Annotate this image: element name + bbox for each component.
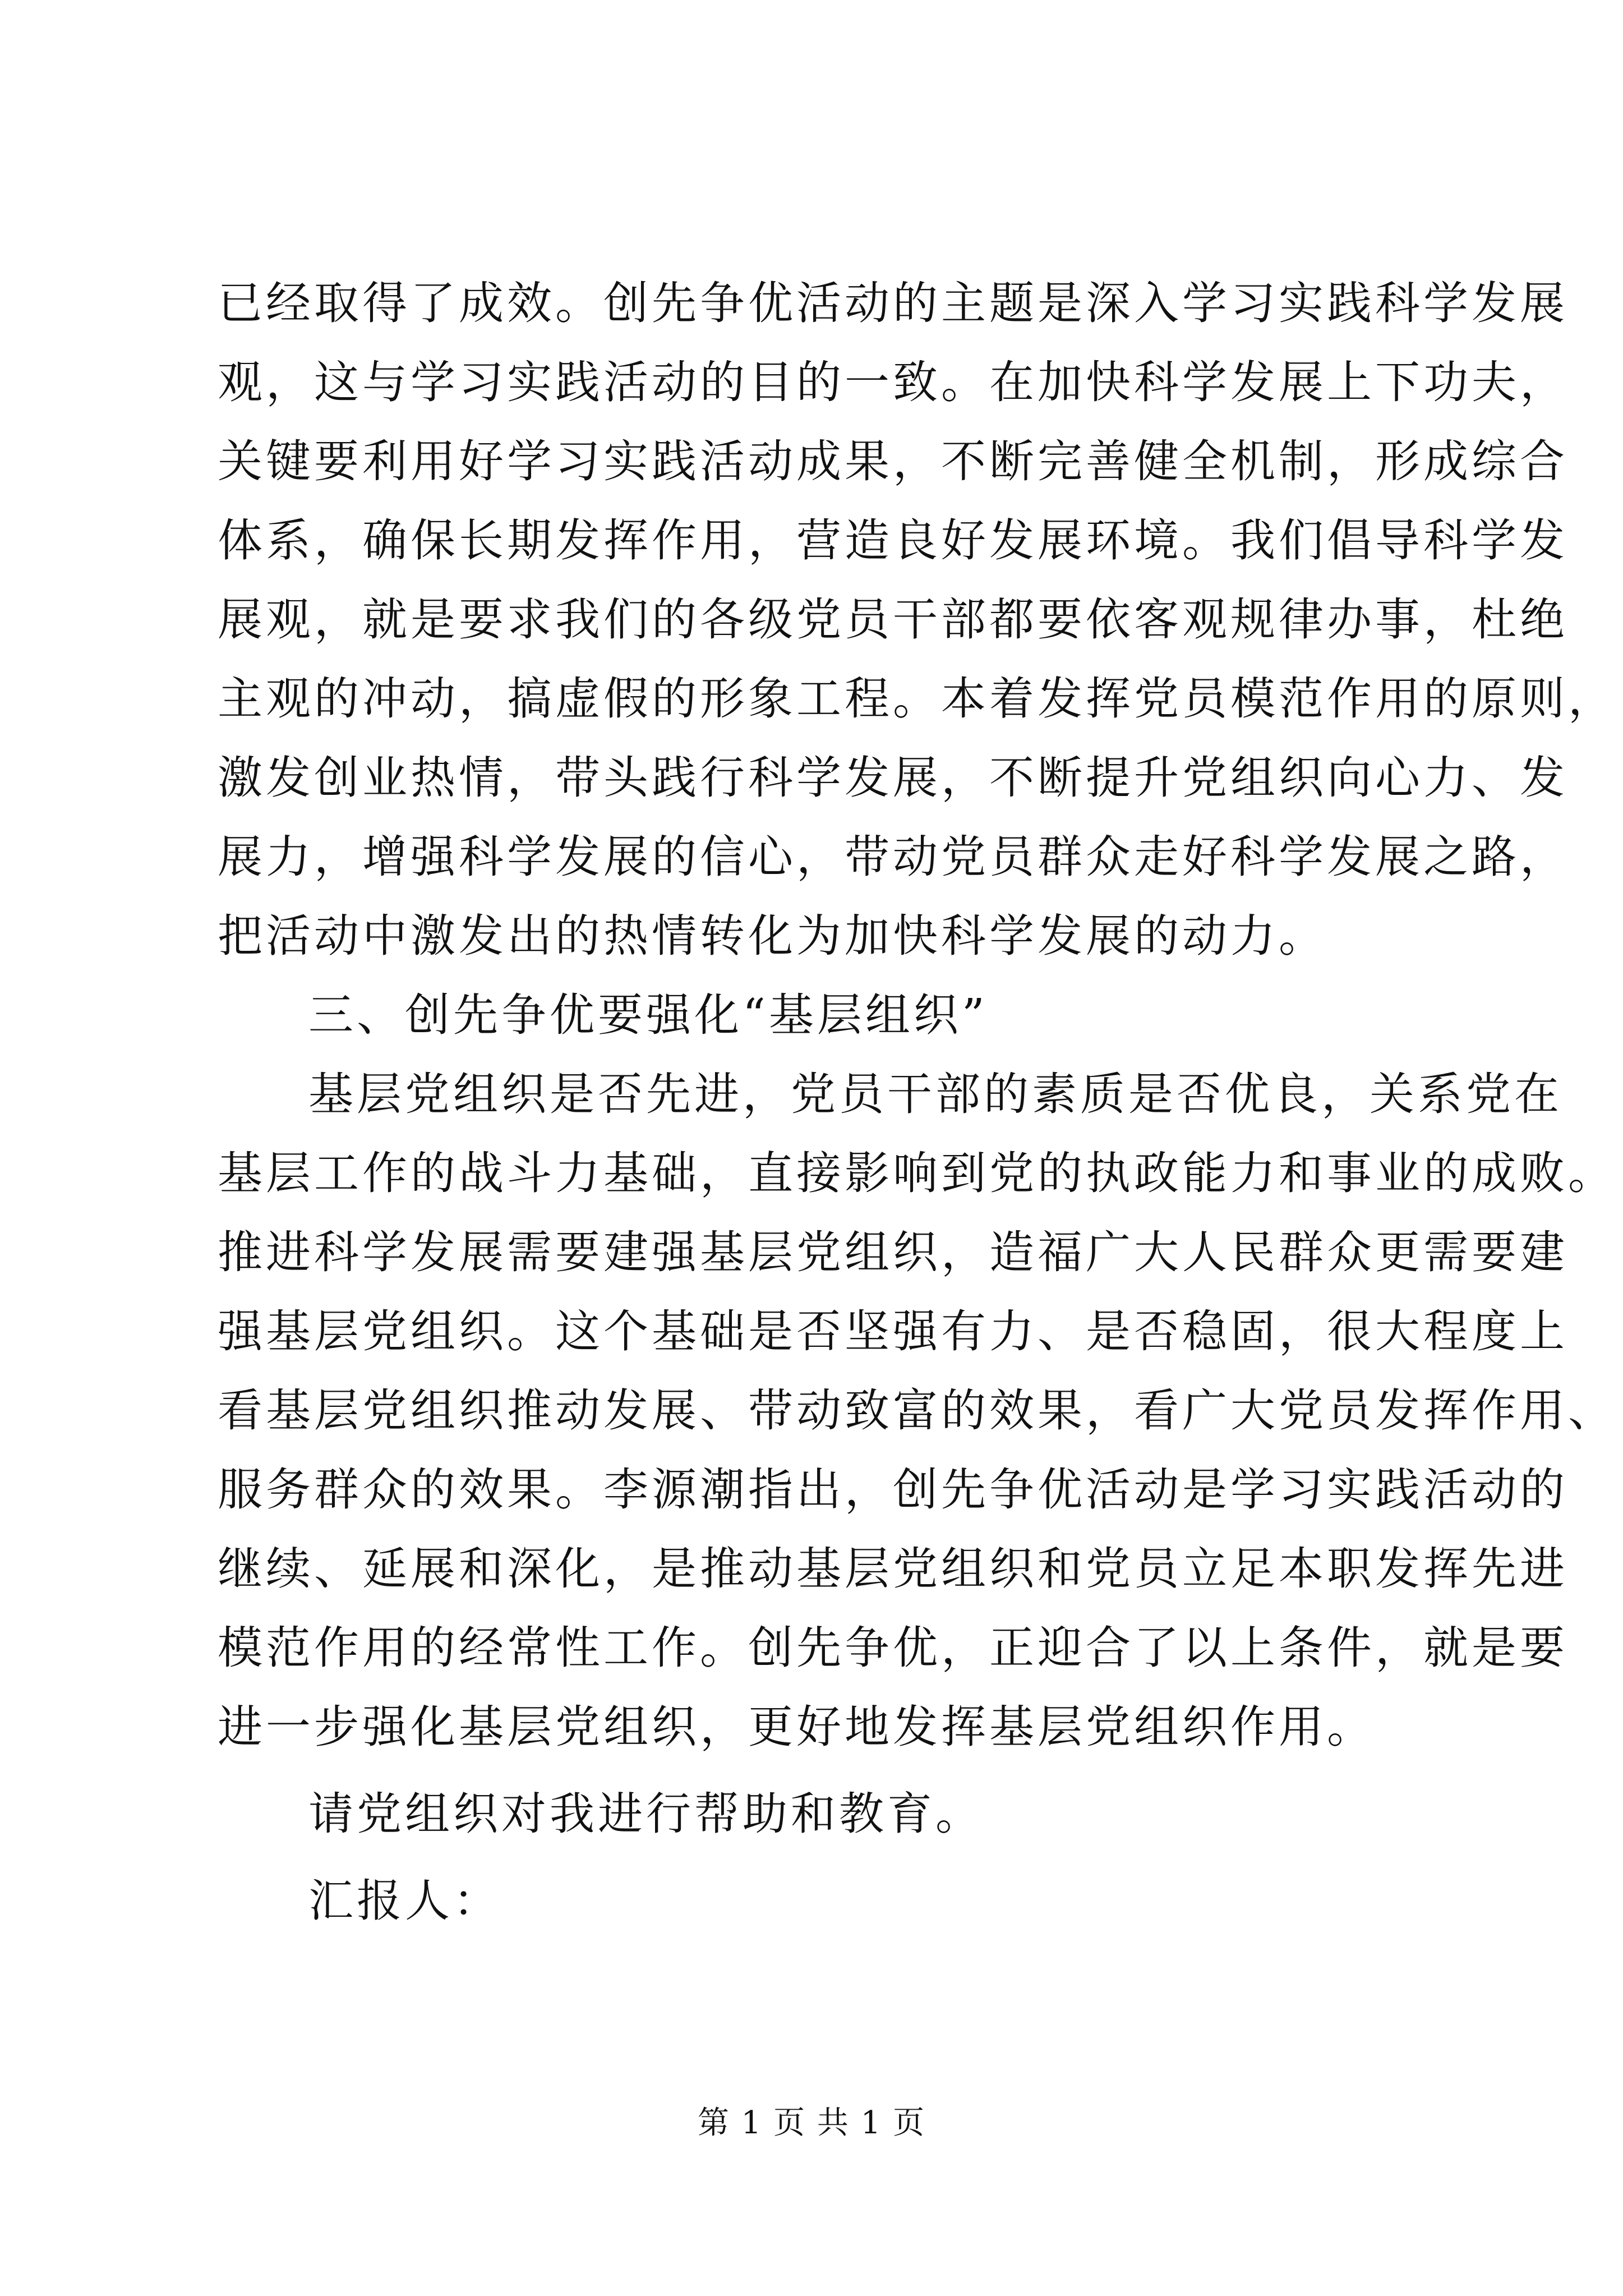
paragraph-line: 继续、延展和深化，是推动基层党组织和党员立足本职发挥先进 (218, 1543, 1568, 1595)
paragraph-line: 激发创业热情，带头践行科学发展，不断提升党组织向心力、发 (218, 752, 1568, 804)
paragraph-last-line: 把活动中激发出的热情转化为加快科学发展的动力。 (218, 910, 1327, 962)
paragraph-line: 关键要利用好学习实践活动成果，不断完善健全机制，形成综合 (218, 435, 1568, 487)
paragraph-line: 模范作用的经常性工作。创先争优，正迎合了以上条件，就是要 (218, 1622, 1568, 1674)
section-heading: 三、创先争优要强化“基层组织” (308, 989, 988, 1041)
paragraph-line: 观，这与学习实践活动的目的一致。在加快科学发展上下功夫， (218, 356, 1568, 408)
paragraph-line: 基层工作的战斗力基础，直接影响到党的执政能力和事业的成败。 (218, 1147, 1616, 1199)
paragraph-last-line: 进一步强化基层党组织，更好地发挥基层党组织作用。 (218, 1701, 1375, 1753)
paragraph-line: 展力，增强科学发展的信心，带动党员群众走好科学发展之路， (218, 831, 1568, 883)
paragraph-first-line: 基层党组织是否先进，党员干部的素质是否优良，关系党在 (308, 1068, 1562, 1120)
paragraph-line: 展观，就是要求我们的各级党员干部都要依客观规律办事，杜绝 (218, 593, 1568, 646)
paragraph-line: 推进科学发展需要建强基层党组织，造福广大人民群众更需要建 (218, 1226, 1568, 1278)
reporter-label: 汇报人： (308, 1875, 501, 1927)
request-line: 请党组织对我进行帮助和教育。 (308, 1788, 984, 1840)
paragraph-line: 已经取得了成效。创先争优活动的主题是深入学习实践科学发展 (218, 277, 1568, 329)
paragraph-line: 强基层党组织。这个基础是否坚强有力、是否稳固，很大程度上 (218, 1305, 1568, 1358)
page-footer: 第 1 页 共 1 页 (697, 2105, 926, 2141)
paragraph-line: 主观的冲动，搞虚假的形象工程。本着发挥党员模范作用的原则， (218, 673, 1616, 725)
paragraph-line: 体系，确保长期发挥作用，营造良好发展环境。我们倡导科学发 (218, 514, 1568, 567)
paragraph-line: 看基层党组织推动发展、带动致富的效果，看广大党员发挥作用、 (218, 1384, 1616, 1437)
paragraph-line: 服务群众的效果。李源潮指出，创先争优活动是学习实践活动的 (218, 1464, 1568, 1516)
document-body (218, 264, 1616, 1940)
